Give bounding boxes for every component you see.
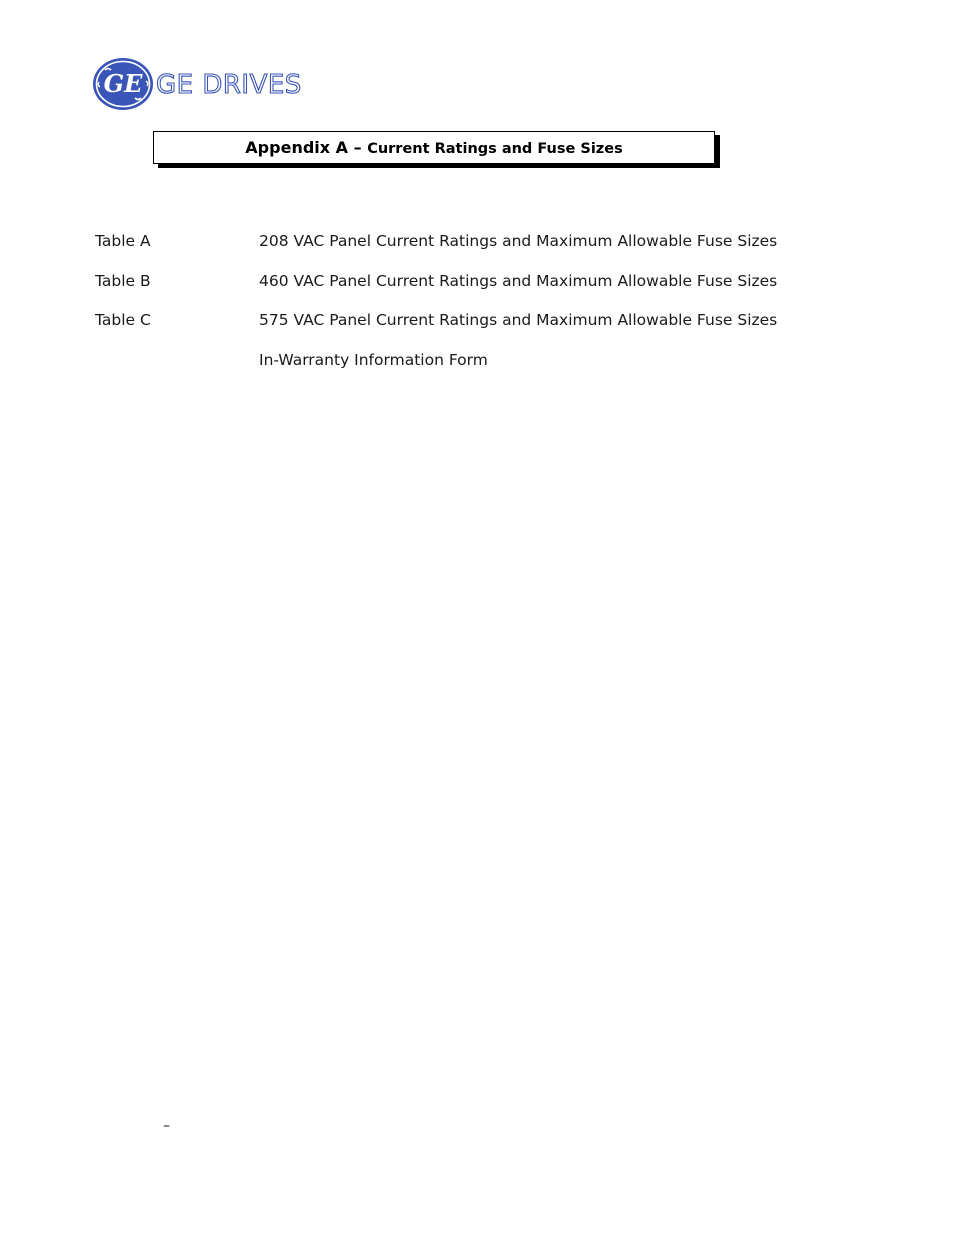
footer-dash: –: [163, 1118, 170, 1134]
logo-wordmark: GE DRIVES: [156, 70, 302, 100]
title-box-frame: [153, 131, 715, 164]
ge-monogram-icon: [92, 57, 154, 111]
toc-description: 460 VAC Panel Current Ratings and Maximum Allowable Fuse Sizes: [259, 271, 778, 290]
ge-drives-logo: [92, 57, 302, 111]
ge-monogram-text: GE: [103, 69, 143, 98]
toc-description: 208 VAC Panel Current Ratings and Maximum Allowable Fuse Sizes: [259, 232, 778, 250]
page-title-sub: Current Ratings and Fuse Sizes: [367, 141, 623, 157]
toc-label: Table C: [95, 311, 151, 329]
toc-description: 575 VAC Panel Current Ratings and Maximum Allowable Fuse Sizes: [259, 311, 778, 329]
toc-label: Table B: [95, 271, 151, 290]
table-of-contents: [95, 229, 875, 387]
toc-description: In-Warranty Information Form: [259, 350, 488, 369]
appendix-title-box: [153, 131, 715, 164]
toc-label: Table A: [95, 232, 151, 250]
page-title: [245, 138, 622, 157]
toc-row-table-a: [95, 229, 875, 269]
toc-row-table-b: [95, 269, 875, 309]
toc-row-table-c: [95, 308, 875, 348]
page-title-main: Appendix A –: [245, 138, 368, 157]
toc-row-warranty-form: [95, 348, 875, 388]
